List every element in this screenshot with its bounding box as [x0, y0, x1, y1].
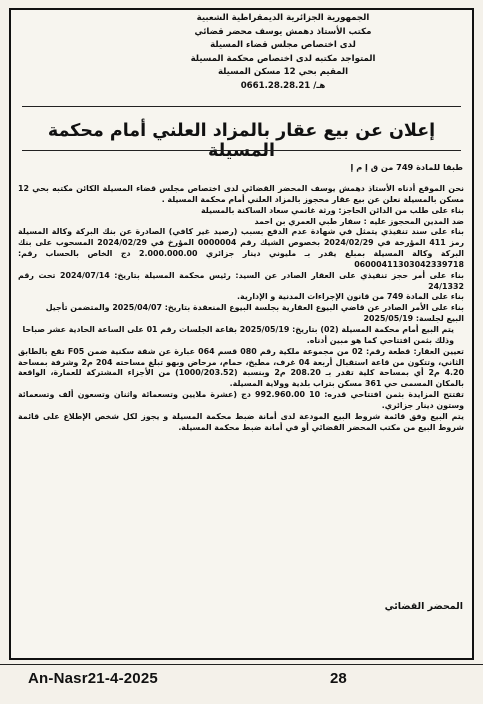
page-number: 28 — [330, 670, 347, 687]
sale-date-paragraph: يتم البيع أمام محكمة المسيلة (02) بتاريخ: 2025/05/19 بقاعة الجلسات رقم 01 على الساعة الحادية عشر صباحا — [22, 324, 454, 334]
header-line-jurisdiction: لدى اختصاص مجلس قضاء المسيلة — [210, 40, 356, 51]
debtor-paragraph: ضد المدين المحجوز عليه : سفار طبي العمري بن احمد — [254, 216, 464, 226]
seizure-order-paragraph: بناء على أمر حجز تنفيذي على العقار الصادر عن السيد: رئيس محكمة المسيلة بتاريخ: 2024/07/14 تحت رقم 24/1332 — [18, 270, 464, 291]
newspaper-issue: An-Nasr21-4-2025 — [28, 670, 158, 687]
header-line-office: مكتب الأستاذ دهمش يوسف محضر قضائي — [194, 26, 372, 37]
postponement-paragraph: بناء على الأمر الصادر عن قاضي البيوع العقارية بجلسة البيوع المنعقدة بتاريخ: 2025/04/07 والمتضمن تأجيل — [45, 303, 464, 313]
opening-bid-paragraph: تفتتح المزايدة بثمن افتتاحي قدره: 10 992.960.00 دج (عشرة ملايين وتسعمائة واثنان وتسعون ألف وتسعمائة وستون دينار جزائري. — [18, 390, 464, 410]
opening-price-note: وذلك بثمن افتتاحي كما هو مبين أدناه. — [306, 335, 454, 345]
notice-body — [18, 184, 464, 433]
creditor-paragraph: بناء على طلب من الدائن الحاجز: ورثة غانمي سعاد الساكنة بالمسيلة — [201, 205, 464, 215]
header-line-republic: الجمهورية الجزائرية الديمقراطية الشعبية — [196, 13, 370, 23]
header-line-phone: هـ/ 0661.28.28.21 — [240, 80, 326, 91]
footer-divider — [0, 664, 483, 665]
intro-paragraph: نحن الموقع أدناه الأستاذ دهمش يوسف المحضر القضائي لدى اختصاص مجلس قضاء المسيلة الكائن مكتبه بحي 12 مسكن بالمسيلة نعلن عن بيع عقار محجوز بالمزاد العلني أمام محكمة المسيلة . — [18, 184, 464, 204]
enforcement-title-paragraph: بناء على سند تنفيذي يتمثل في شهادة عدم الدفع بسبب (رصيد غير كافي) الصادرة عن بنك البركة وكالة المسيلة رمز 411 المؤرخة في 2024/02/29 بخصوص الشيك رقم 0000004 المؤرخ في 2024/02/29 المسحوب على بنك البركة وكالة المسيلة بمبلغ يقدر بـ مليوني دينار جزائري 2.000.000.00 دج الخاص بالحساب رقم: 06000411303042339718 — [18, 227, 465, 269]
header-divider — [22, 106, 461, 107]
sale-conditions-paragraph: يتم البيع وفق قائمة شروط البيع المودعة لدى أمانة ضبط محكمة المسيلة و يجوز لكل شخص الإطلاع على قائمة شروط البيع من مكتب المحضر القضائي أو في أمانة ضبط محكمة المسيلة. — [18, 411, 464, 432]
legal-reference: طبقا للمادة 749 من ق إ م إ — [350, 162, 463, 172]
title-divider — [22, 150, 461, 151]
legal-article-paragraph: بناء على المادة 749 من قانون الإجراءات المدنية و الإدارية. — [237, 292, 464, 302]
property-description-paragraph: تعيين العقار: قطعة رقم: 02 من مجموعة ملكية رقم 080 قسم 064 عبارة عن شقة سكنية ضمن F05 تقع بالطابق الثاني، وتتكون من قاعة استقبال أربعة 04 غرف، مطبخ، حمام، مرحاض وبهو تبلغ مساحته 204 م2 وشرفة بمساحة 4.20 م2 أي بمساحة كلية تقدر بـ 208.20 م2 وبنسبة (1000/203.52) من الأجزاء المشتركة للعمارة، الواقعة بالمكان المسمى حي 361 مسكن بتراب بلدية وولاية المسيلة. — [18, 346, 465, 389]
header-line-address: المقيم بحي 12 مسكن المسيلة — [217, 67, 349, 78]
header-line-court: المتواجد مكتبه لدى اختصاص محكمة المسيلة — [190, 53, 376, 64]
notice-title: إعلان عن بيع عقار بالمزاد العلني أمام محكمة المسيلة — [47, 121, 436, 161]
bailiff-signature: المحضر القضائي — [384, 601, 463, 612]
issuer-header — [103, 12, 463, 94]
new-session-paragraph: البيع لجلسة: 2025/05/19 — [363, 314, 464, 324]
